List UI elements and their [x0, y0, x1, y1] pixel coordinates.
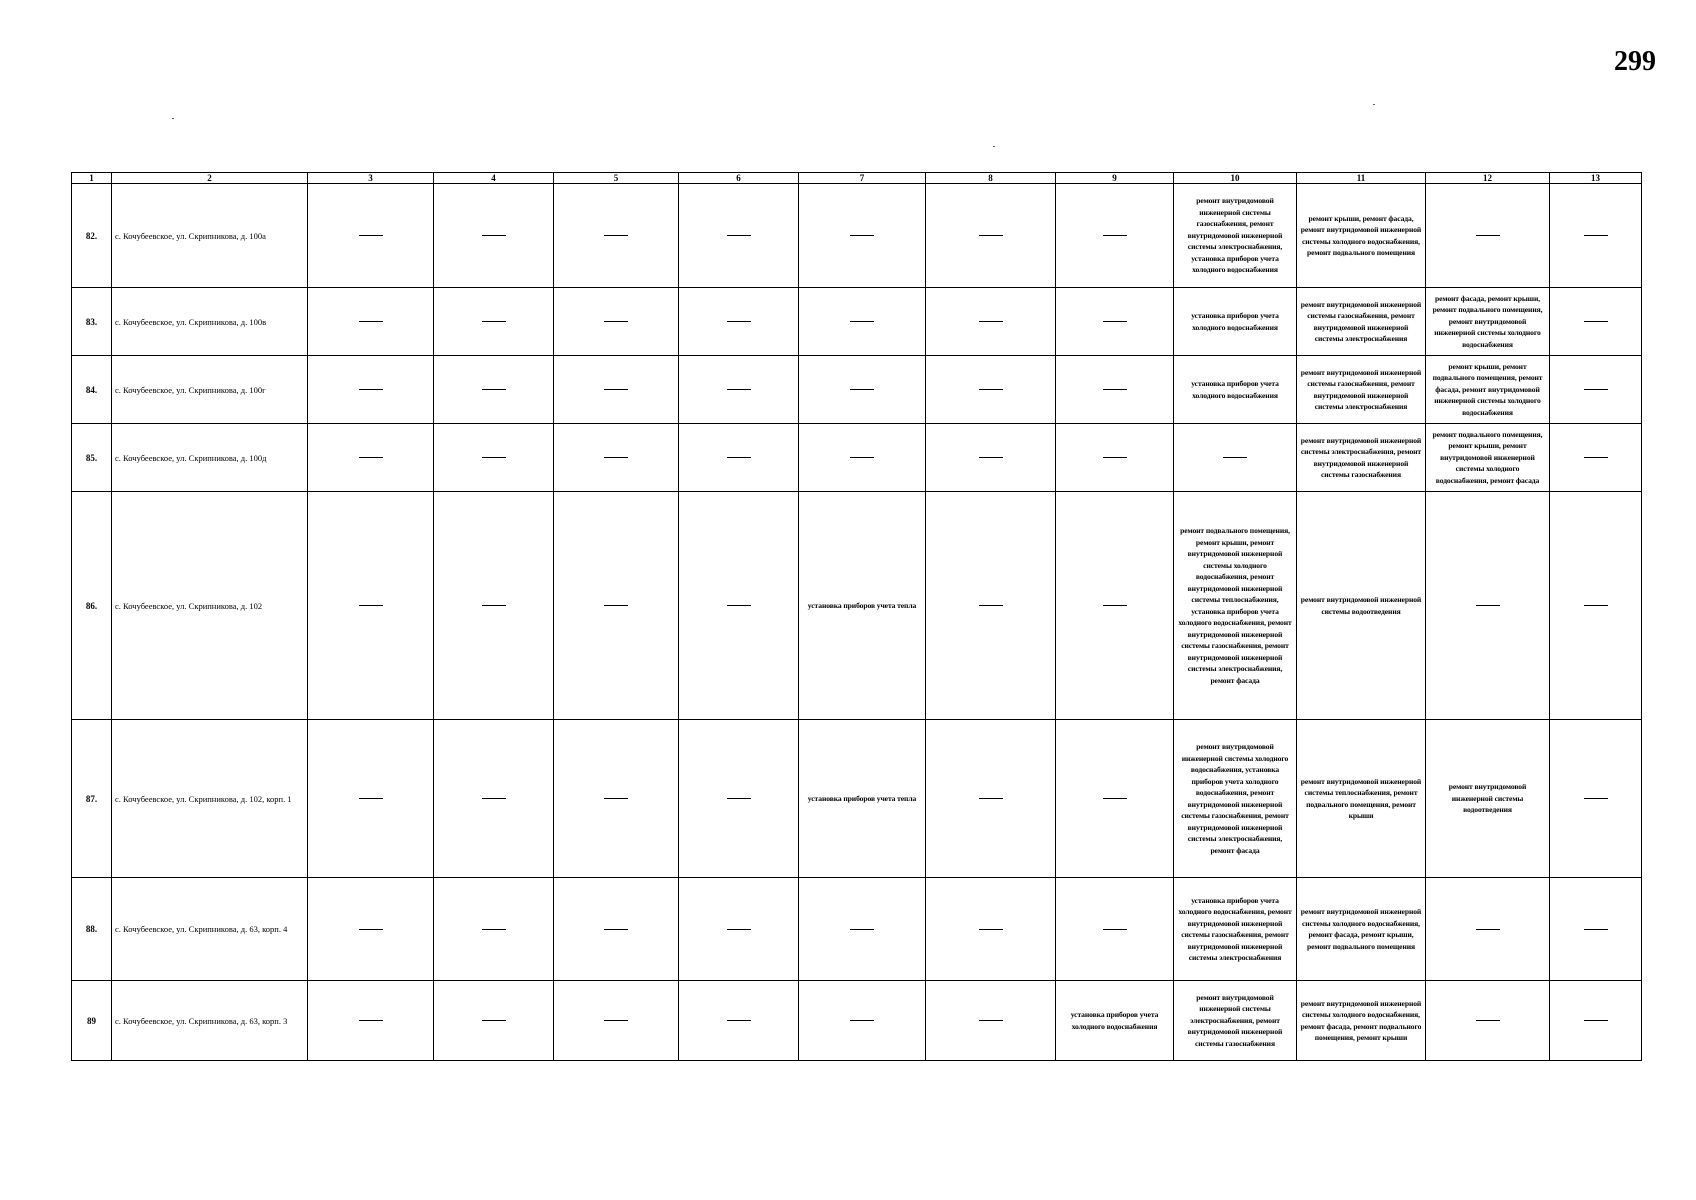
address-cell: с. Кочубеевское, ул. Скрипникова, д. 100в: [112, 288, 308, 356]
empty-cell: [308, 492, 434, 720]
dash-mark: [482, 235, 506, 236]
column-header: 3: [308, 173, 434, 184]
dash-mark: [979, 798, 1003, 799]
dash-mark: [727, 929, 751, 930]
empty-cell: [1550, 424, 1642, 492]
address-cell: с. Кочубеевское, ул. Скрипникова, д. 100г: [112, 356, 308, 424]
empty-cell: [434, 492, 554, 720]
empty-cell: [679, 288, 799, 356]
empty-cell: [1056, 492, 1174, 720]
dash-mark: [1103, 389, 1127, 390]
empty-cell: [1056, 356, 1174, 424]
dash-mark: [1476, 1020, 1500, 1021]
column-header: 11: [1297, 173, 1426, 184]
dash-mark: [359, 457, 383, 458]
dash-mark: [482, 389, 506, 390]
dash-mark: [359, 929, 383, 930]
column-header: 7: [799, 173, 926, 184]
empty-cell: [926, 878, 1056, 981]
empty-cell: [1550, 288, 1642, 356]
dash-mark: [1103, 798, 1127, 799]
empty-cell: [1550, 720, 1642, 878]
dash-mark: [850, 929, 874, 930]
page-number: 299: [1614, 46, 1656, 77]
dash-mark: [979, 605, 1003, 606]
empty-cell: [799, 424, 926, 492]
dash-mark: [1584, 605, 1608, 606]
dash-mark: [727, 605, 751, 606]
row-number: 82.: [72, 184, 112, 288]
repair-schedule-table: [71, 172, 1642, 1061]
work-cell-col-11: ремонт внутридомовой инженерной системы газоснабжения, ремонт внутридомовой инженерной системы электроснабжения: [1297, 356, 1426, 424]
dash-mark: [359, 798, 383, 799]
dash-mark: [482, 1020, 506, 1021]
dash-mark: [979, 389, 1003, 390]
work-cell-col-12: ремонт внутридомовой инженерной системы водоотведения: [1426, 720, 1550, 878]
empty-cell: [1174, 424, 1297, 492]
table-row: [72, 720, 1642, 878]
work-cell-col-12: ремонт крыши, ремонт подвального помещения, ремонт фасада, ремонт внутридомовой инженерной системы холодного водоснабжения: [1426, 356, 1550, 424]
address-cell: с. Кочубеевское, ул. Скрипникова, д. 100а: [112, 184, 308, 288]
dash-mark: [850, 457, 874, 458]
empty-cell: [1426, 492, 1550, 720]
column-header: 2: [112, 173, 308, 184]
column-header: 10: [1174, 173, 1297, 184]
dash-mark: [727, 389, 751, 390]
dash-mark: [604, 457, 628, 458]
dash-mark: [359, 605, 383, 606]
empty-cell: [554, 288, 679, 356]
address-cell: с. Кочубеевское, ул. Скрипникова, д. 102, корп. 1: [112, 720, 308, 878]
empty-cell: [308, 878, 434, 981]
dash-mark: [979, 929, 1003, 930]
dash-mark: [1476, 235, 1500, 236]
dash-mark: [727, 235, 751, 236]
table-row: [72, 878, 1642, 981]
empty-cell: [1056, 720, 1174, 878]
empty-cell: [679, 492, 799, 720]
empty-cell: [1550, 492, 1642, 720]
work-cell-col-10: установка приборов учета холодного водоснабжения, ремонт внутридомовой инженерной системы газоснабжения, ремонт внутридомовой инженерной системы электроснабжения: [1174, 878, 1297, 981]
work-cell-col-11: ремонт внутридомовой инженерной системы холодного водоснабжения, ремонт фасада, ремонт подвального помещения, ремонт крыши: [1297, 981, 1426, 1061]
empty-cell: [554, 184, 679, 288]
row-number: 87.: [72, 720, 112, 878]
empty-cell: [799, 981, 926, 1061]
empty-cell: [434, 356, 554, 424]
table-row: [72, 288, 1642, 356]
column-header: 1: [72, 173, 112, 184]
dash-mark: [1584, 235, 1608, 236]
dash-mark: [1584, 321, 1608, 322]
work-cell-col-11: ремонт внутридомовой инженерной системы теплоснабжения, ремонт подвального помещения, ремонт крыши: [1297, 720, 1426, 878]
dash-mark: [979, 235, 1003, 236]
row-number: 85.: [72, 424, 112, 492]
work-cell-col-10: установка приборов учета холодного водоснабжения: [1174, 356, 1297, 424]
empty-cell: [554, 981, 679, 1061]
row-number: 84.: [72, 356, 112, 424]
empty-cell: [308, 184, 434, 288]
empty-cell: [679, 878, 799, 981]
empty-cell: [554, 424, 679, 492]
row-number: 86.: [72, 492, 112, 720]
table-row: [72, 981, 1642, 1061]
address-cell: с. Кочубеевское, ул. Скрипникова, д. 63, корп. 4: [112, 878, 308, 981]
dash-mark: [482, 321, 506, 322]
empty-cell: [1426, 184, 1550, 288]
empty-cell: [926, 184, 1056, 288]
work-cell-col-9: установка приборов учета холодного водоснабжения: [1056, 981, 1174, 1061]
work-cell-col-10: ремонт внутридомовой инженерной системы электроснабжения, ремонт внутридомовой инженерной системы газоснабжения: [1174, 981, 1297, 1061]
dash-mark: [604, 798, 628, 799]
empty-cell: [799, 356, 926, 424]
empty-cell: [434, 288, 554, 356]
table-row: [72, 184, 1642, 288]
dash-mark: [1103, 235, 1127, 236]
empty-cell: [1426, 981, 1550, 1061]
empty-cell: [1550, 981, 1642, 1061]
empty-cell: [1056, 184, 1174, 288]
dash-mark: [727, 457, 751, 458]
dash-mark: [604, 1020, 628, 1021]
dash-mark: [604, 929, 628, 930]
dash-mark: [482, 929, 506, 930]
work-cell-col-10: ремонт подвального помещения, ремонт крыши, ремонт внутридомовой инженерной системы холодного водоснабжения, ремонт внутридомовой инженерной системы теплоснабжения, установка приборов учета холодного водоснабжения, ремонт внутридомовой инженерной системы газоснабжения, ремонт внутридомовой инженерной системы электроснабжения, ремонт фасада: [1174, 492, 1297, 720]
empty-cell: [926, 492, 1056, 720]
empty-cell: [926, 981, 1056, 1061]
work-cell-col-12: ремонт подвального помещения, ремонт крыши, ремонт внутридомовой инженерной системы холодного водоснабжения, ремонт фасада: [1426, 424, 1550, 492]
work-cell-col-11: ремонт крыши, ремонт фасада, ремонт внутридомовой инженерной системы холодного водоснабжения, ремонт подвального помещения: [1297, 184, 1426, 288]
dash-mark: [359, 321, 383, 322]
dash-mark: [850, 389, 874, 390]
work-cell-col-12: ремонт фасада, ремонт крыши, ремонт подвального помещения, ремонт внутридомовой инженерной системы холодного водоснабжения: [1426, 288, 1550, 356]
empty-cell: [308, 720, 434, 878]
work-cell-col-11: ремонт внутридомовой инженерной системы холодного водоснабжения, ремонт фасада, ремонт крыши, ремонт подвального помещения: [1297, 878, 1426, 981]
empty-cell: [554, 492, 679, 720]
table-row: [72, 356, 1642, 424]
work-cell-col-11: ремонт внутридомовой инженерной системы электроснабжения, ремонт внутридомовой инженерной системы газоснабжения: [1297, 424, 1426, 492]
dash-mark: [1476, 929, 1500, 930]
dash-mark: [1584, 389, 1608, 390]
empty-cell: [434, 981, 554, 1061]
empty-cell: [434, 720, 554, 878]
work-cell-col-11: ремонт внутридомовой инженерной системы водоотведения: [1297, 492, 1426, 720]
dash-mark: [1476, 605, 1500, 606]
dash-mark: [1103, 457, 1127, 458]
column-header: 6: [679, 173, 799, 184]
empty-cell: [679, 720, 799, 878]
dash-mark: [979, 321, 1003, 322]
row-number: 88.: [72, 878, 112, 981]
dash-mark: [1223, 457, 1247, 458]
scan-speck: [172, 118, 174, 119]
empty-cell: [1550, 184, 1642, 288]
empty-cell: [799, 878, 926, 981]
dash-mark: [979, 457, 1003, 458]
dash-mark: [1103, 605, 1127, 606]
empty-cell: [1550, 878, 1642, 981]
column-header: 4: [434, 173, 554, 184]
dash-mark: [1584, 1020, 1608, 1021]
dash-mark: [482, 605, 506, 606]
dash-mark: [1103, 929, 1127, 930]
dash-mark: [482, 798, 506, 799]
column-header: 12: [1426, 173, 1550, 184]
work-cell-col-10: ремонт внутридомовой инженерной системы холодного водоснабжения, установка приборов учета холодного водоснабжения, ремонт внутридомовой инженерной системы газоснабжения, ремонт внутридомовой инженерной системы электроснабжения, ремонт фасада: [1174, 720, 1297, 878]
table-row: [72, 492, 1642, 720]
dash-mark: [604, 605, 628, 606]
empty-cell: [554, 878, 679, 981]
empty-cell: [308, 981, 434, 1061]
row-number: 83.: [72, 288, 112, 356]
empty-cell: [679, 184, 799, 288]
dash-mark: [1584, 457, 1608, 458]
table-row: [72, 424, 1642, 492]
work-cell-col-10: ремонт внутридомовой инженерной системы газоснабжения, ремонт внутридомовой инженерной системы электроснабжения, установка приборов учета холодного водоснабжения: [1174, 184, 1297, 288]
dash-mark: [727, 1020, 751, 1021]
empty-cell: [926, 720, 1056, 878]
dash-mark: [1103, 321, 1127, 322]
dash-mark: [1584, 798, 1608, 799]
scan-speck: [1373, 104, 1375, 105]
column-header: 13: [1550, 173, 1642, 184]
dash-mark: [604, 321, 628, 322]
dash-mark: [482, 457, 506, 458]
work-cell-col-7: установка приборов учета тепла: [799, 720, 926, 878]
work-cell-col-7: установка приборов учета тепла: [799, 492, 926, 720]
dash-mark: [604, 389, 628, 390]
empty-cell: [1056, 424, 1174, 492]
dash-mark: [850, 1020, 874, 1021]
empty-cell: [434, 184, 554, 288]
scan-speck: [993, 146, 995, 147]
dash-mark: [850, 235, 874, 236]
empty-cell: [1426, 878, 1550, 981]
column-number-row: [72, 173, 1642, 184]
column-header: 5: [554, 173, 679, 184]
work-cell-col-11: ремонт внутридомовой инженерной системы газоснабжения, ремонт внутридомовой инженерной системы электроснабжения: [1297, 288, 1426, 356]
address-cell: с. Кочубеевское, ул. Скрипникова, д. 100д: [112, 424, 308, 492]
empty-cell: [434, 424, 554, 492]
empty-cell: [554, 720, 679, 878]
empty-cell: [926, 288, 1056, 356]
row-number: 89: [72, 981, 112, 1061]
address-cell: с. Кочубеевское, ул. Скрипникова, д. 102: [112, 492, 308, 720]
dash-mark: [359, 1020, 383, 1021]
empty-cell: [434, 878, 554, 981]
address-cell: с. Кочубеевское, ул. Скрипникова, д. 63, корп. 3: [112, 981, 308, 1061]
dash-mark: [850, 321, 874, 322]
empty-cell: [1056, 288, 1174, 356]
dash-mark: [727, 798, 751, 799]
work-cell-col-10: установка приборов учета холодного водоснабжения: [1174, 288, 1297, 356]
empty-cell: [679, 424, 799, 492]
column-header: 9: [1056, 173, 1174, 184]
empty-cell: [799, 184, 926, 288]
dash-mark: [359, 235, 383, 236]
empty-cell: [554, 356, 679, 424]
dash-mark: [727, 321, 751, 322]
empty-cell: [926, 356, 1056, 424]
dash-mark: [1584, 929, 1608, 930]
empty-cell: [926, 424, 1056, 492]
empty-cell: [308, 424, 434, 492]
empty-cell: [679, 981, 799, 1061]
empty-cell: [799, 288, 926, 356]
empty-cell: [679, 356, 799, 424]
empty-cell: [308, 288, 434, 356]
empty-cell: [308, 356, 434, 424]
column-header: 8: [926, 173, 1056, 184]
empty-cell: [1056, 878, 1174, 981]
dash-mark: [604, 235, 628, 236]
empty-cell: [1550, 356, 1642, 424]
dash-mark: [979, 1020, 1003, 1021]
dash-mark: [359, 389, 383, 390]
